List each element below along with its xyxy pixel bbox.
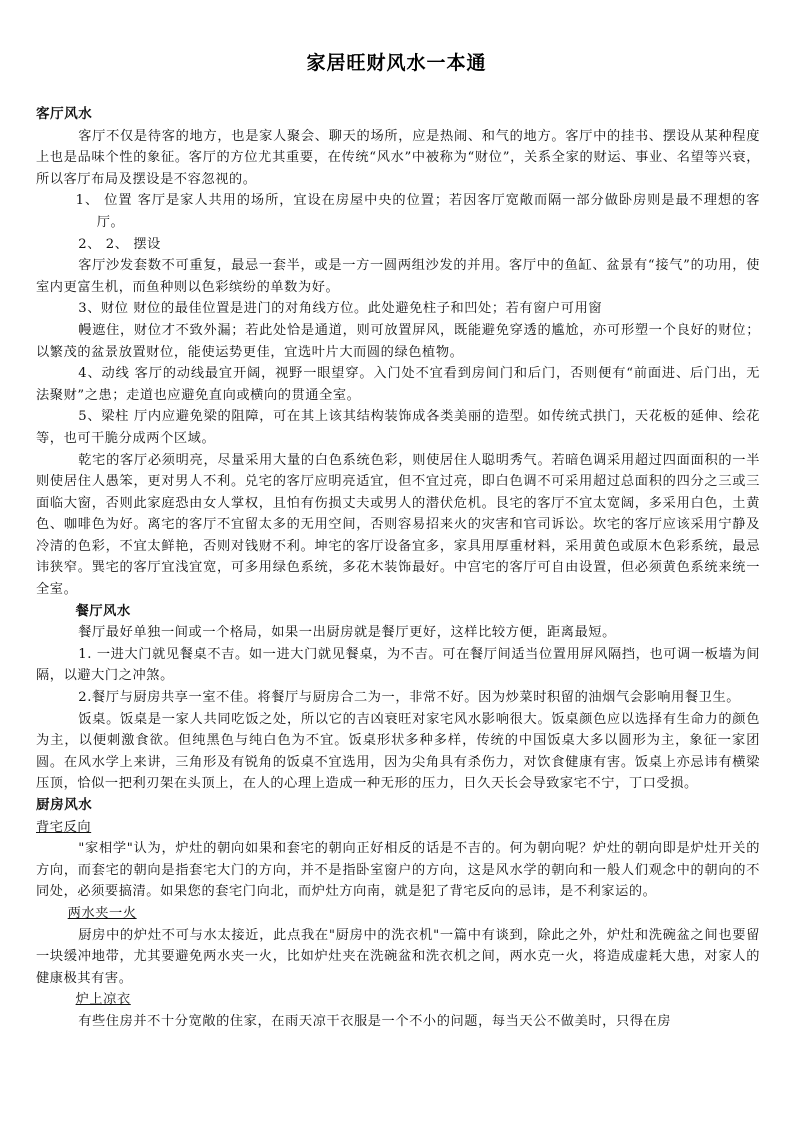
living-room-item-2-title: 2、 2、 摆设 — [78, 236, 161, 252]
living-room-item-3-b: 幔遮住，财位才不致外漏；若此处恰是通道，则可放置屏风，既能避免穿透的尴尬，亦可形塑一个良好的财位；以繁茂的盆景放置财位，能使运势更佳，宜选叶片大而圆的绿色植物。 — [36, 322, 760, 360]
living-room-item-5: 5、梁柱 厅内应避免梁的阻障，可在其上该其结构装饰成各类美丽的造型。如传统式拱门，天花板的延伸、绘花等，也可干脆分成两个区域。 — [36, 409, 760, 446]
living-room-intro: 客厅不仅是待客的地方，也是家人聚会、聊天的场所，应是热闹、和气的地方。客厅中的挂书、摆设从某种程度上也是品味个性的象征。客厅的方位尤其重要，在传统“风水”中被称为“财位”，关系全家的财运、事业、名望等兴衰，所以客厅布局及摆设是不容忽视的。 — [36, 128, 760, 187]
kitchen-paragraph-3: 有些住房并不十分宽敞的住家，在雨天凉干衣服是一个不小的问题，每当天公不做美时，只得在房 — [78, 1013, 672, 1029]
dining-room-item-1: 1. 一进大门就见餐桌不吉。如一进大门就见餐桌，为不吉。可在餐厅间适当位置用屏风隔挡，也可调一板墙为间隔，以避大门之冲煞。 — [36, 646, 760, 684]
section-heading-dining-room: 餐厅风水 — [75, 603, 131, 619]
living-room-item-4: 4、动线 客厅的动线最宜开阔，视野一眼望穿。入门处不宜看到房间门和后门，否则便有“前面进、后门出，无法聚财”之患；走道也应避免直向或横向的贯通全室。 — [36, 366, 760, 403]
kitchen-subheading-3: 炉上凉衣 — [75, 992, 131, 1008]
dining-room-item-2: 2.餐厅与厨房共享一室不佳。将餐厅与厨房合二为一，非常不好。因为炒菜时积留的油烟气会影响用餐卫生。 — [78, 690, 741, 706]
document-body — [36, 104, 760, 1033]
dining-room-intro: 餐厅最好单独一间或一个格局，如果一出厨房就是餐厅更好，这样比较方便，距离最短。 — [78, 625, 616, 641]
kitchen-paragraph-2: 厨房中的炉灶不可与水太接近，此点我在"厨房中的洗衣机"一篇中有谈到，除此之外，炉灶和洗碗盆之间也要留一块缓冲地带，尤其要避免两水夹一火，比如炉灶夹在洗碗盆和洗衣机之间，两水克一火，将造成虚耗大患，对家人的健康极其有害。 — [36, 927, 760, 986]
document-title: 家居旺财风水一本通 — [306, 52, 487, 74]
living-room-trigram-paragraph: 乾宅的客厅必须明亮，尽量采用大量的白色系统色彩，则使居住人聪明秀气。若暗色调采用超过四面面积的一半则使居住人愚笨，更对男人不利。兑宅的客厅应明亮适宜，但不宜过亮，即白色调不可采用超过总面积的四分之三或三面临大窗，否则此家庭恐由女人掌权，且怕有伤损丈夫或男人的潜伏危机。艮宅的客厅不宜太宽阔，多采用白色，土黄色、咖啡色为好。离宅的客厅不宜留太多的无用空间，否则容易招来火的灾害和官司诉讼。坎宅的客厅应该采用宁静及冷清的色彩，不宜太鲜艳，否则对钱财不利。坤宅的客厅设备宜多，家具用厚重材料，采用黄色或原木色彩系统，最忌讳狭窄。巽宅的客厅宜浅宜宽，可多用绿色系统，多花木装饰最好。中宫宅的客厅可自由设置，但必须黄色系统来统一全室。 — [36, 452, 760, 598]
section-heading-kitchen: 厨房风水 — [36, 797, 93, 813]
kitchen-paragraph-1: "家相学"认为，炉灶的朝向如果和套宅的朝向正好相反的话是不吉的。何为朝向呢？炉灶的朝向即是炉灶开关的方向，而套宅的朝向是指套宅大门的方向，并不是指卧室窗户的方向，这是风水学的朝向和一般人们观念中的朝向的不同处，必须要搞清。如果您的套宅门向北，而炉灶方向南，就是犯了背宅反向的忌讳，是不利家运的。 — [36, 841, 760, 900]
kitchen-subheading-2: 两水夹一火 — [67, 905, 137, 921]
living-room-item-1: 1、 位置 客厅是家人共用的场所，宜设在房屋中央的位置；若因客厅宽敞而隔一部分做卧房则是最不理想的客厅。 — [75, 193, 760, 230]
dining-table-paragraph: 饭桌。饭桌是一家人共同吃饭之处，所以它的吉凶衰旺对家宅风水影响很大。饭桌颜色应以选择有生命力的颜色为主，以便刺激食欲。但纯黑色与纯白色为不宜。饭桌形状多种多样，传统的中国饭桌大多以圆形为主，象征一家团圆。在风水学上来讲，三角形及有锐角的饭桌不宜选用，因为尖角具有杀伤力，对饮食健康有害。饭桌上亦忌讳有横梁压顶，恰似一把利刃架在头顶上，在人的心理上造成一种无形的压力，日久天长会导致家宅不宁，丁口受损。 — [36, 711, 760, 792]
kitchen-subheading-3-line — [36, 989, 760, 1011]
kitchen-subheading-1: 背宅反向 — [36, 819, 92, 835]
living-room-item-3-a: 3、财位 财位的最佳位置是进门的对角线方位。此处避免柱子和凹处；若有窗户可用窗 — [78, 301, 603, 317]
section-heading-living-room: 客厅风水 — [36, 106, 93, 122]
living-room-item-2-text: 客厅沙发套数不可重复，最忌一套半，或是一方一圆两组沙发的并用。客厅中的鱼缸、盆景有“接气”的功用，使室内更富生机，而鱼种则以色彩缤纷的单数为好。 — [36, 258, 760, 295]
